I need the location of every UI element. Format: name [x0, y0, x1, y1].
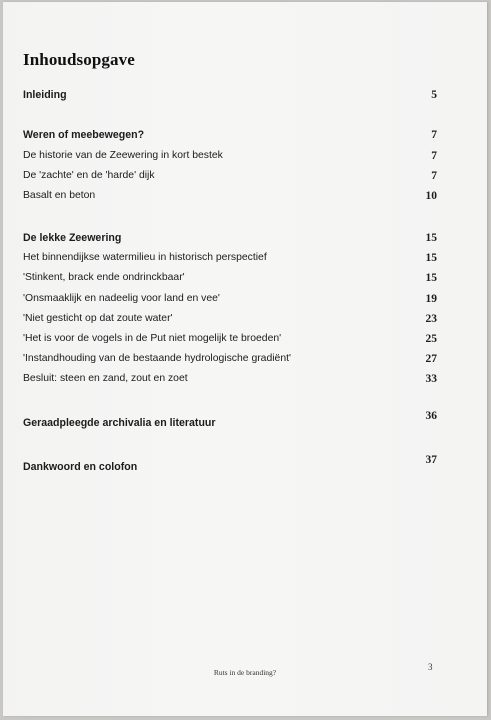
toc-entry-label: Besluit: steen en zand, zout en zoet: [23, 373, 188, 384]
toc-entry: [23, 331, 437, 347]
toc-entry-page: 19: [425, 293, 437, 305]
toc-entry-label: De 'zachte' en de 'harde' dijk: [23, 170, 155, 181]
toc-entry-label: 'Het is voor de vogels in de Put niet mogelijk te broeden': [23, 333, 282, 344]
toc-entry-label: De historie van de Zeewering in kort bestek: [23, 150, 223, 161]
toc-entry: [23, 291, 437, 307]
toc-entry: [23, 454, 437, 473]
toc-entry-label: 'Onsmaaklijk en nadeelig voor land en vee': [23, 293, 220, 304]
toc-entry-label: Basalt en beton: [23, 190, 96, 201]
toc-entry-label: De lekke Zeewering: [23, 232, 122, 244]
toc-entry: [23, 412, 437, 428]
toc-entry-label: 'Instandhouding van de bestaande hydrologische gradiënt': [23, 353, 291, 364]
toc-entry-page: 27: [425, 353, 437, 365]
toc-entry-label: Dankwoord en colofon: [23, 461, 138, 473]
toc-entry-label: 'Stinkent, brack ende ondrinckbaar': [23, 272, 185, 283]
toc-entry-page: 23: [425, 313, 437, 325]
toc-entry: [23, 270, 437, 286]
toc-entry: [23, 311, 437, 327]
toc-entry-page: 15: [425, 272, 437, 284]
toc-entry: [23, 188, 437, 204]
toc-entry: [23, 351, 437, 367]
toc-entry-page: 7: [431, 150, 437, 162]
toc-entry-page: 10: [425, 190, 437, 202]
toc-entry-page: 15: [425, 232, 437, 244]
toc-entry: [23, 371, 437, 387]
toc-entry: [23, 148, 437, 164]
page-title: Inhoudsopgave: [23, 50, 135, 69]
page-number: 3: [428, 662, 433, 672]
toc-entry-page: 37: [425, 454, 437, 466]
toc-entry: [23, 168, 437, 184]
toc-entry-page: 7: [431, 129, 437, 141]
running-title: Ruts in de branding?: [213, 668, 277, 677]
toc-entry-label: 'Niet gesticht op dat zoute water': [23, 313, 173, 324]
toc-entry-page: 36: [425, 410, 437, 422]
toc-entry: [23, 250, 437, 266]
toc-entry-page: 33: [425, 373, 437, 385]
document-page: [3, 2, 487, 716]
toc-entry-label: Weren of meebewegen?: [23, 129, 145, 141]
toc-entry-page: 25: [425, 333, 437, 345]
toc-entry-label: Het binnendijkse watermilieu in historisch perspectief: [23, 252, 267, 263]
toc-entry: [23, 127, 437, 143]
toc-entry: [23, 87, 437, 103]
toc-entry-page: 15: [425, 252, 437, 264]
toc-entry: [23, 230, 437, 246]
toc-entry-page: 5: [431, 89, 437, 101]
toc-entry-label: Inleiding: [23, 89, 67, 101]
toc-entry-label: Geraadpleegde archivalia en literatuur: [23, 417, 216, 429]
toc-entry-page: 7: [431, 170, 437, 182]
